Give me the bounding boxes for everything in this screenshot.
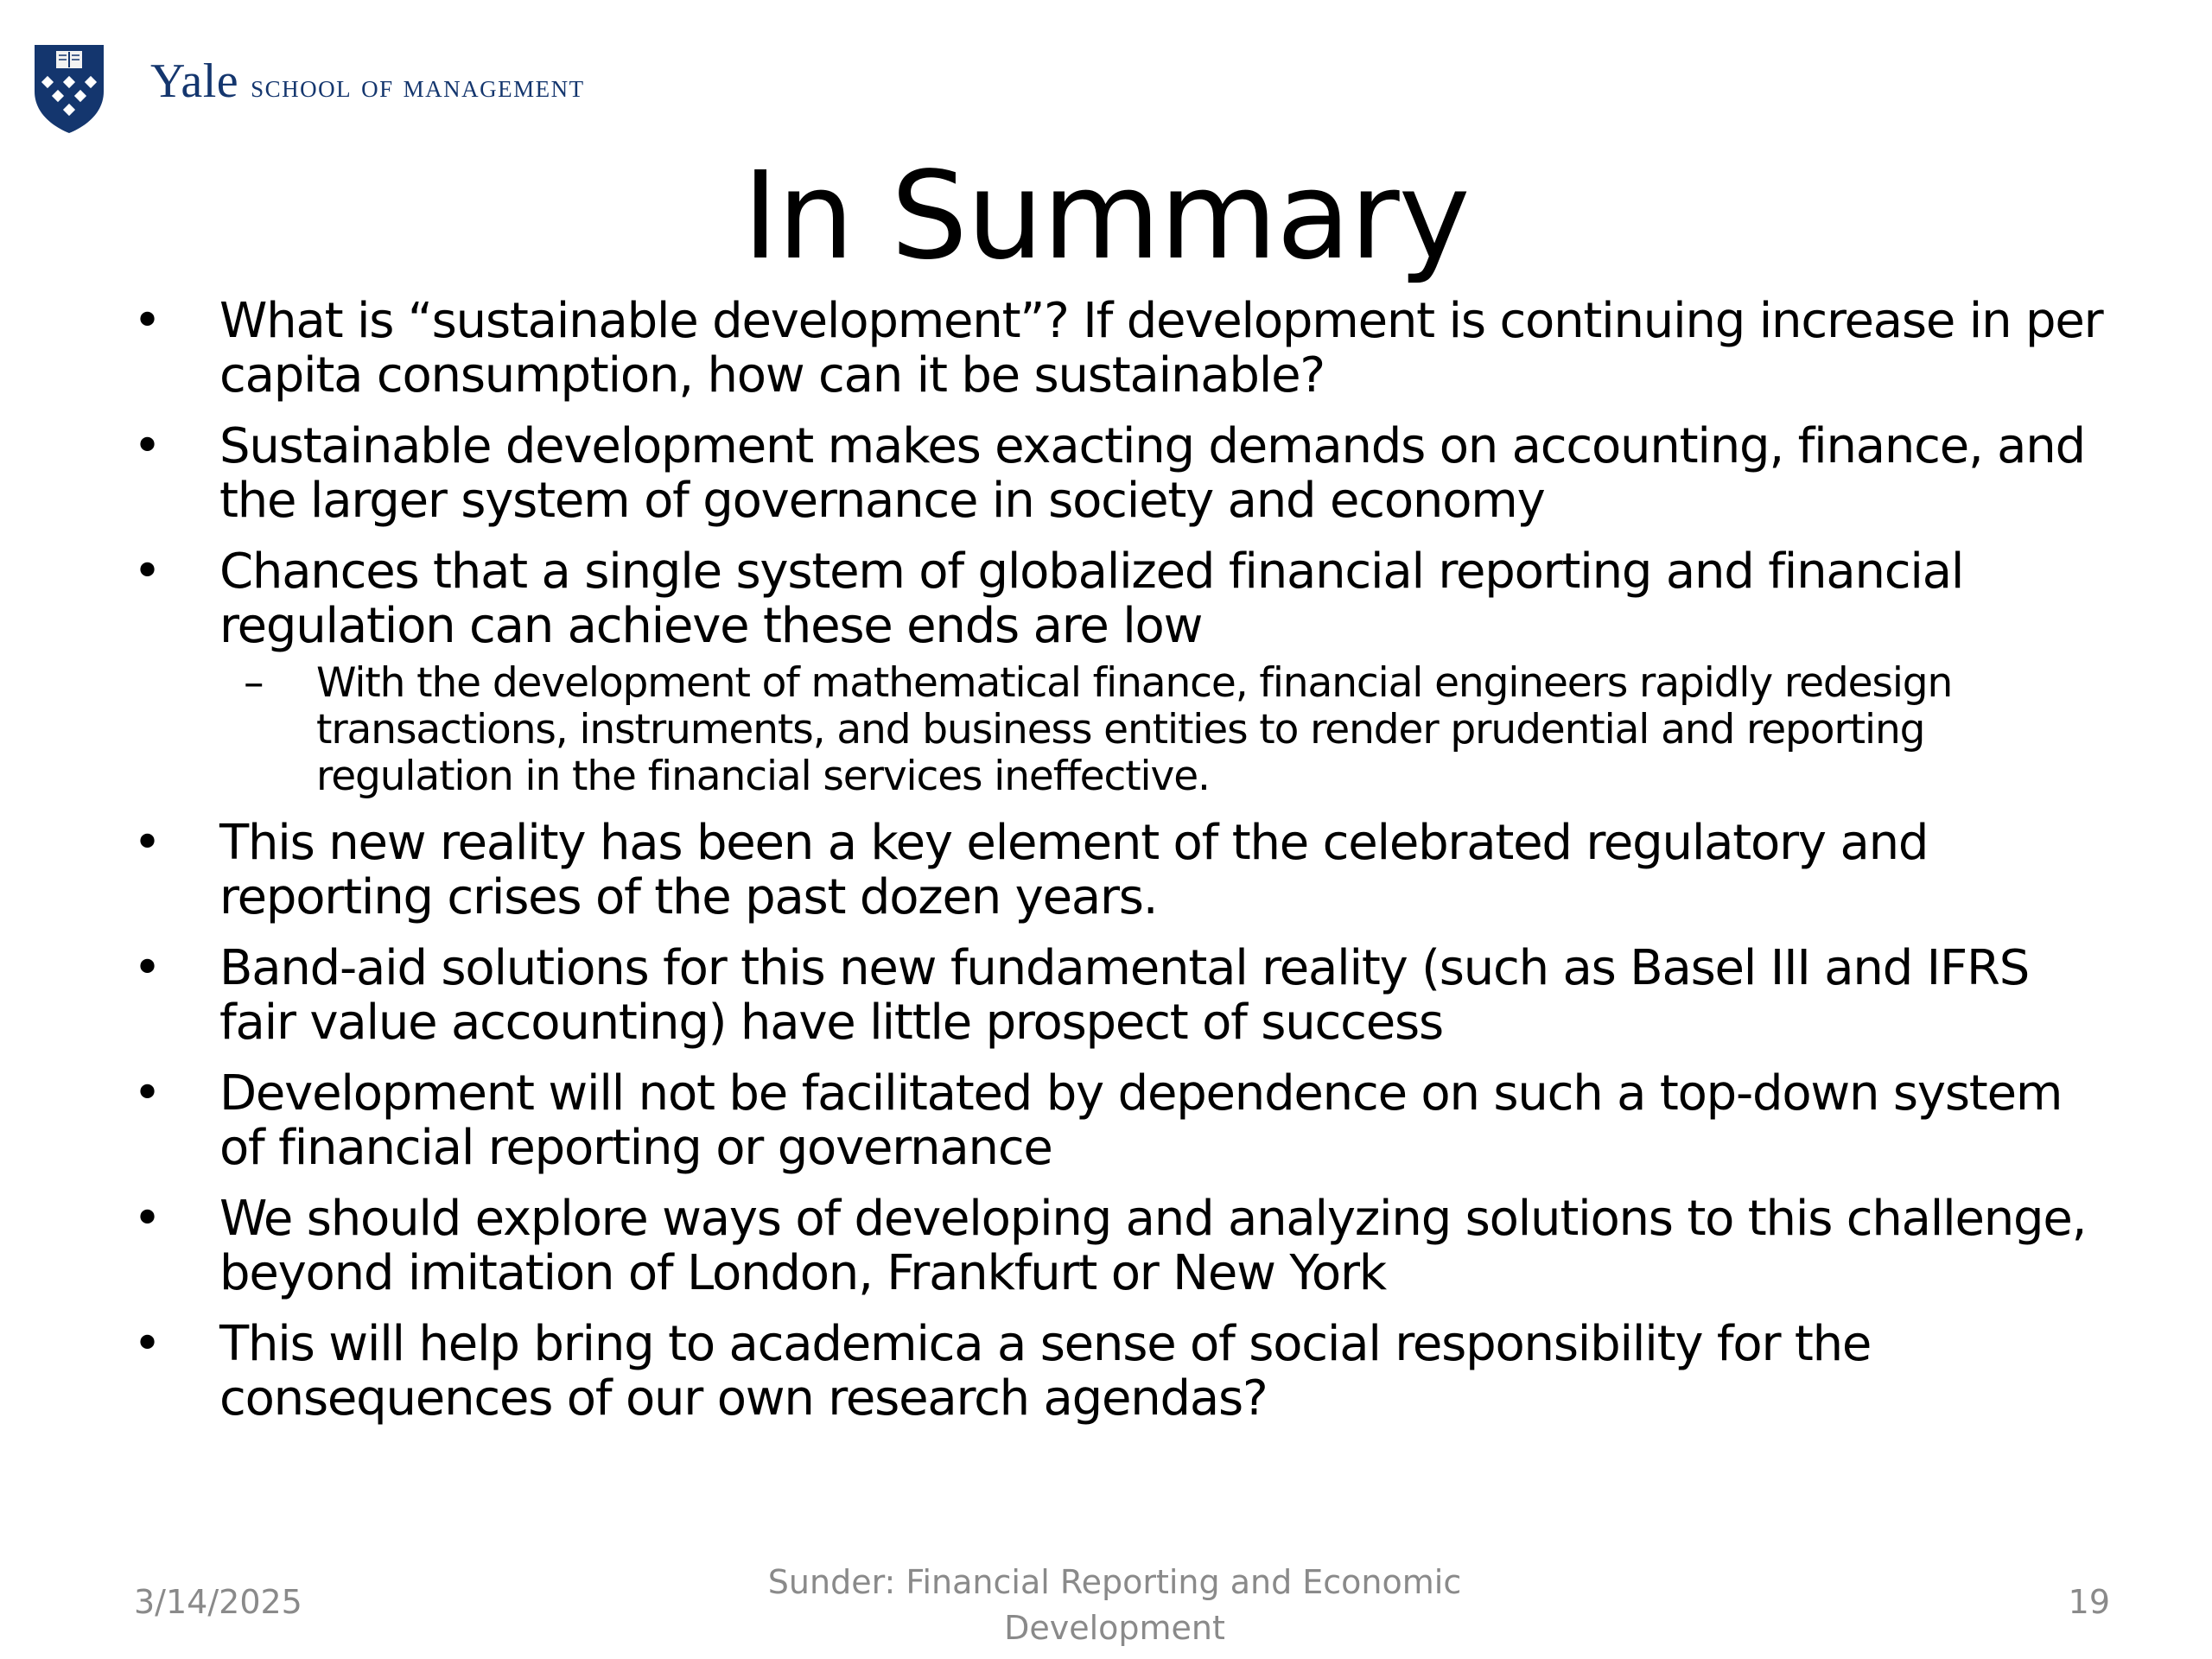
- logo-wordmark: [150, 54, 585, 109]
- footer-page-number: 19: [2068, 1583, 2110, 1621]
- bullet-text: We should explore ways of developing and analyzing solutions to this challenge, beyond imitation of London, Frankfurt or New York: [219, 1191, 2087, 1301]
- bullet-item: [130, 544, 2108, 653]
- footer-date: 3/14/2025: [134, 1583, 302, 1621]
- sub-bullet-text: With the development of mathematical finance, financial engineers rapidly redesign transactions, instruments, and business entities to render prudential and reporting regulation in the financial services ineffective.: [316, 659, 1953, 800]
- bullet-marker: •: [133, 418, 161, 474]
- bullet-marker: •: [133, 543, 161, 600]
- bullet-item: [130, 941, 2108, 1050]
- logo-yale-text: Yale: [150, 54, 239, 108]
- bullet-marker: •: [133, 940, 161, 996]
- yale-som-logo: [31, 41, 585, 135]
- sub-bullet-item: [130, 660, 2108, 800]
- bullet-item: [130, 419, 2108, 528]
- bullet-text: What is “sustainable development”? If development is continuing increase in per capita consumption, how can it be sustainable?: [219, 293, 2103, 404]
- bullet-item: [130, 294, 2108, 403]
- bullet-item: [130, 1066, 2108, 1175]
- bullet-marker: •: [133, 1316, 161, 1372]
- footer-title: Sunder: Financial Reporting and Economic Development: [767, 1563, 1462, 1647]
- bullet-item: [130, 1317, 2108, 1426]
- slide-title: In Summary: [742, 146, 1470, 287]
- bullet-item: [130, 816, 2108, 925]
- bullet-text: Development will not be facilitated by dependence on such a top-down system of financial reporting or governance: [219, 1065, 2063, 1176]
- bullet-marker: •: [133, 293, 161, 349]
- bullet-marker: •: [133, 815, 161, 871]
- bullet-text: Band-aid solutions for this new fundamental reality (such as Basel III and IFRS fair value accounting) have little prospect of success: [219, 940, 2030, 1051]
- bullet-text: This new reality has been a key element of the celebrated regulatory and reporting crises of the past dozen years.: [219, 815, 1929, 925]
- bullet-text: Chances that a single system of globalized financial reporting and financial regulation can achieve these ends are low: [219, 543, 1964, 654]
- sub-bullet-marker: –: [244, 659, 264, 707]
- bullet-text: This will help bring to academica a sense of social responsibility for the consequences of our own research agendas?: [219, 1316, 1872, 1427]
- yale-shield-icon: [31, 41, 107, 135]
- bullet-list: [130, 294, 2108, 1442]
- bullet-item: [130, 1192, 2108, 1300]
- logo-school-text: school of management: [251, 68, 585, 105]
- bullet-marker: •: [133, 1191, 161, 1247]
- bullet-marker: •: [133, 1065, 161, 1122]
- bullet-text: Sustainable development makes exacting demands on accounting, finance, and the larger system of governance in society and economy: [219, 418, 2085, 529]
